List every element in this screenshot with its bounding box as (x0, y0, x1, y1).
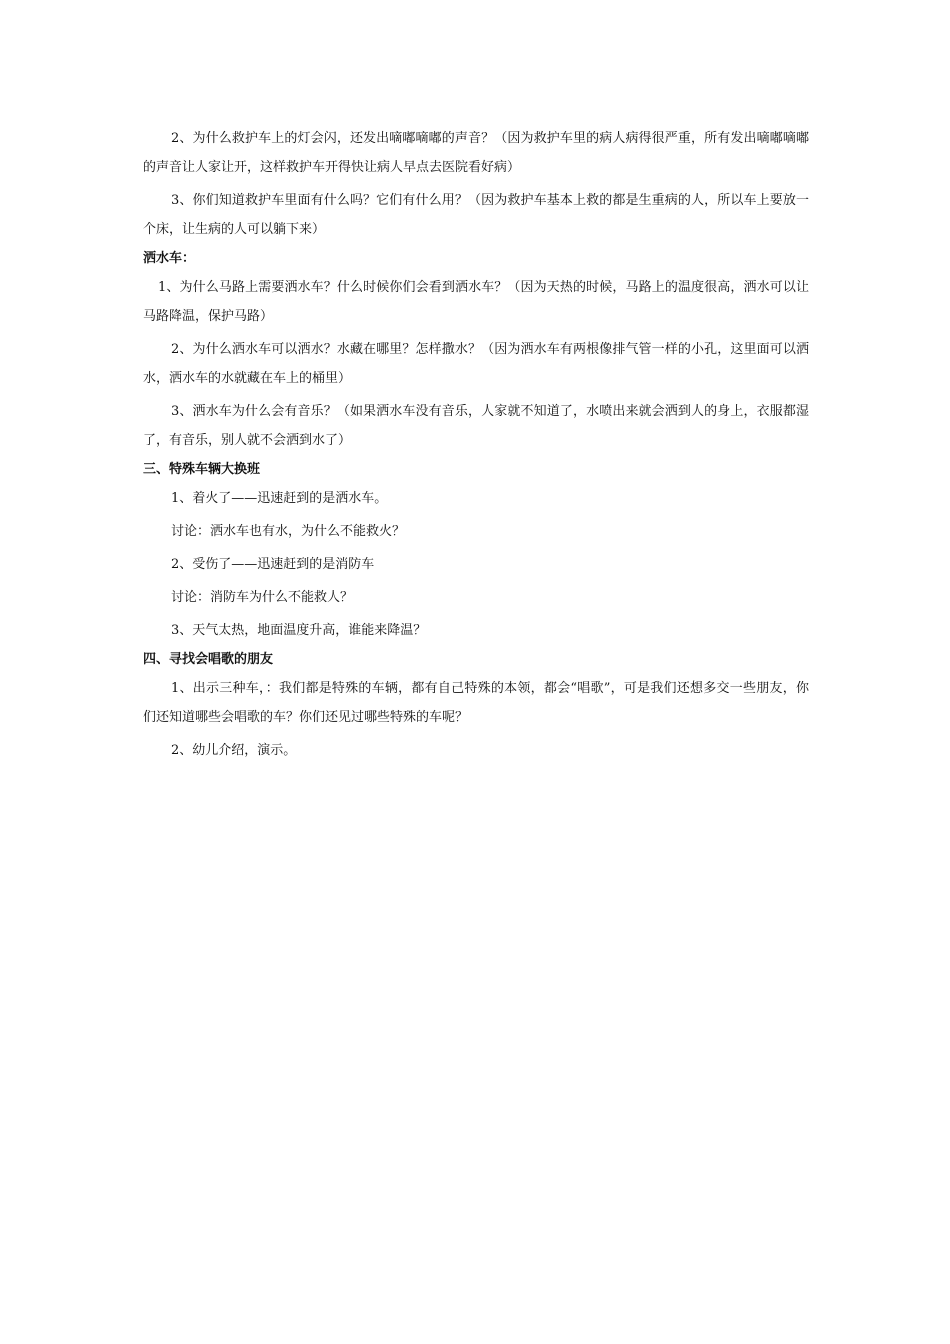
section-4-item-2: 2、幼儿介绍，演示。 (171, 743, 297, 758)
sprinkler-question-3: 3、洒水车为什么会有音乐？（如果洒水车没有音乐，人家就不知道了，水喷出来就会洒到人的身上，衣服都湿了，有音乐，别人就不会洒到水了） (143, 404, 809, 448)
section-3-heading: 三、特殊车辆大换班 (143, 462, 261, 477)
section-3-item-2: 2、受伤了——迅速赶到的是消防车 (171, 557, 375, 572)
section-4-item-1: 1、出示三种车，：我们都是特殊的车辆，都有自己特殊的本领，都会“唱歌”，可是我们还想多交一些朋友，你们还知道哪些会唱歌的车？你们还见过哪些特殊的车呢？ (143, 681, 809, 725)
document-page (143, 124, 809, 765)
section-3-discuss-2: 讨论：消防车为什么不能救人？ (171, 590, 354, 605)
section-3-discuss-1: 讨论：洒水车也有水，为什么不能救火？ (171, 524, 406, 539)
section-4-heading: 四、寻找会唱歌的朋友 (143, 652, 274, 667)
sprinkler-question-2: 2、为什么洒水车可以洒水？水藏在哪里？怎样撒水？（因为洒水车有两根像排气管一样的小孔，这里面可以洒水，洒水车的水就藏在车上的桶里） (143, 342, 809, 386)
ambulance-question-3: 3、你们知道救护车里面有什么吗？它们有什么用？（因为救护车基本上救的都是生重病的人，所以车上要放一个床，让生病的人可以躺下来） (143, 193, 809, 237)
sprinkler-heading: 洒水车： (143, 251, 196, 266)
ambulance-question-2: 2、为什么救护车上的灯会闪，还发出嘀嘟嘀嘟的声音？（因为救护车里的病人病得很严重，所有发出嘀嘟嘀嘟的声音让人家让开，这样救护车开得快让病人早点去医院看好病） (143, 131, 809, 175)
section-3-item-3: 3、天气太热，地面温度升高，谁能来降温？ (171, 623, 427, 638)
section-3-item-1: 1、着火了——迅速赶到的是洒水车。 (171, 491, 388, 506)
sprinkler-question-1: 1、为什么马路上需要洒水车？什么时候你们会看到洒水车？（因为天热的时候，马路上的温度很高，洒水可以让马路降温，保护马路） (143, 280, 809, 324)
